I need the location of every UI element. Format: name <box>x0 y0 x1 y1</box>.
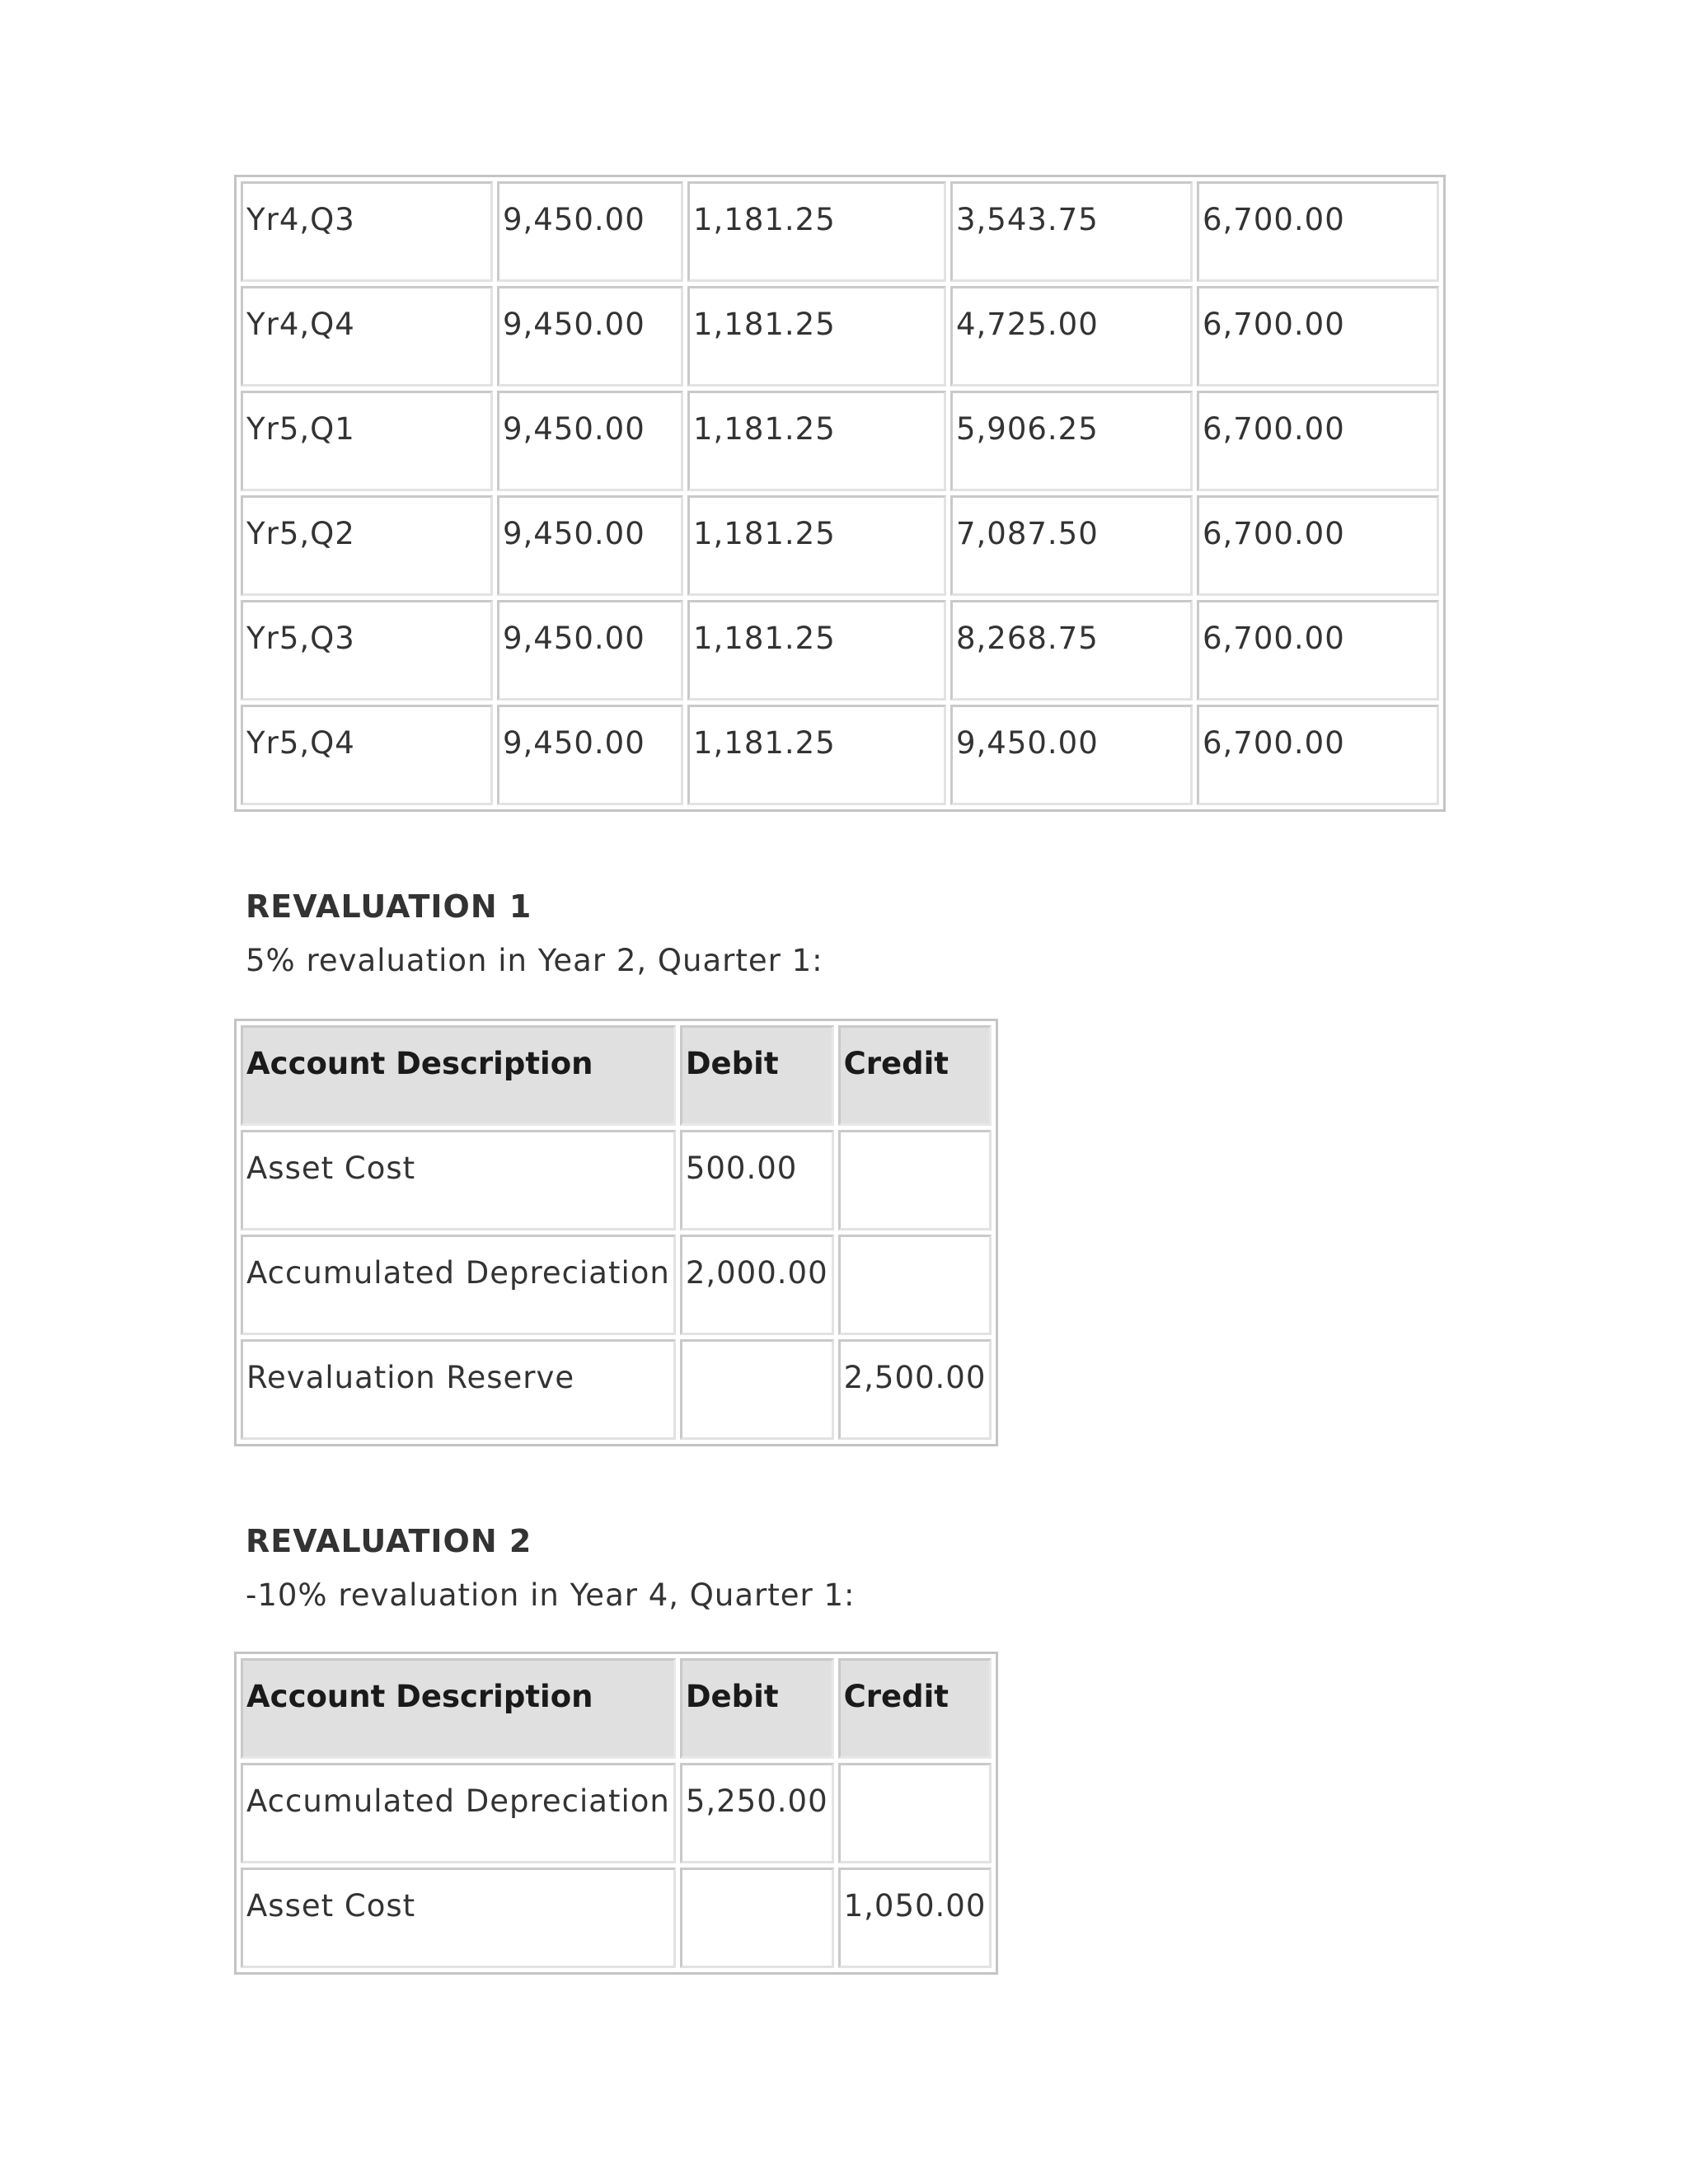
credit-cell <box>838 1763 992 1863</box>
period-cell: Yr5,Q2 <box>241 495 493 596</box>
revaluation-1-journal-table <box>234 1019 998 1446</box>
depreciation-cell: 1,181.25 <box>687 181 946 282</box>
debit-cell: 2,000.00 <box>680 1235 834 1335</box>
account-description-header: Account Description <box>241 1025 676 1126</box>
revaluation-1-description: 5% revaluation in Year 2, Quarter 1: <box>246 943 823 978</box>
reserve-cell: 6,700.00 <box>1197 286 1439 387</box>
debit-cell <box>680 1868 834 1968</box>
period-cell: Yr4,Q4 <box>241 286 493 387</box>
cost-cell: 9,450.00 <box>497 495 683 596</box>
account-description-header: Account Description <box>241 1658 676 1759</box>
debit-header: Debit <box>680 1658 834 1759</box>
period-cell: Yr5,Q3 <box>241 600 493 701</box>
credit-cell: 1,050.00 <box>838 1868 992 1968</box>
revaluation-1-title: REVALUATION 1 <box>246 888 532 925</box>
debit-header: Debit <box>680 1025 834 1126</box>
account-cell: Revaluation Reserve <box>241 1339 676 1440</box>
accumulated-depreciation-cell: 5,906.25 <box>950 391 1193 491</box>
period-cell: Yr5,Q4 <box>241 705 493 805</box>
depreciation-cell: 1,181.25 <box>687 391 946 491</box>
depreciation-cell: 1,181.25 <box>687 286 946 387</box>
table-row <box>241 705 1439 805</box>
accumulated-depreciation-cell: 3,543.75 <box>950 181 1193 282</box>
depreciation-cell: 1,181.25 <box>687 495 946 596</box>
cost-cell: 9,450.00 <box>497 181 683 282</box>
debit-cell: 500.00 <box>680 1130 834 1230</box>
credit-cell: 2,500.00 <box>838 1339 992 1440</box>
accumulated-depreciation-cell: 4,725.00 <box>950 286 1193 387</box>
depreciation-cell: 1,181.25 <box>687 600 946 701</box>
account-cell: Accumulated Depreciation <box>241 1763 676 1863</box>
table-row <box>241 1339 992 1440</box>
table-row <box>241 1235 992 1335</box>
account-cell: Asset Cost <box>241 1868 676 1968</box>
account-cell: Accumulated Depreciation <box>241 1235 676 1335</box>
credit-cell <box>838 1130 992 1230</box>
table-row <box>241 286 1439 387</box>
revaluation-2-title: REVALUATION 2 <box>246 1523 532 1559</box>
debit-cell <box>680 1339 834 1440</box>
table-row <box>241 495 1439 596</box>
table-row <box>241 600 1439 701</box>
accumulated-depreciation-cell: 9,450.00 <box>950 705 1193 805</box>
cost-cell: 9,450.00 <box>497 286 683 387</box>
accumulated-depreciation-cell: 7,087.50 <box>950 495 1193 596</box>
reserve-cell: 6,700.00 <box>1197 495 1439 596</box>
debit-cell: 5,250.00 <box>680 1763 834 1863</box>
table-row <box>241 1763 992 1863</box>
accumulated-depreciation-cell: 8,268.75 <box>950 600 1193 701</box>
account-cell: Asset Cost <box>241 1130 676 1230</box>
depreciation-schedule-table <box>234 175 1446 812</box>
reserve-cell: 6,700.00 <box>1197 391 1439 491</box>
period-cell: Yr4,Q3 <box>241 181 493 282</box>
revaluation-2-description: -10% revaluation in Year 4, Quarter 1: <box>246 1577 856 1613</box>
period-cell: Yr5,Q1 <box>241 391 493 491</box>
cost-cell: 9,450.00 <box>497 391 683 491</box>
table-header-row <box>241 1658 992 1759</box>
credit-header: Credit <box>838 1025 992 1126</box>
revaluation-2-journal-table <box>234 1652 998 1975</box>
table-row <box>241 391 1439 491</box>
depreciation-cell: 1,181.25 <box>687 705 946 805</box>
credit-header: Credit <box>838 1658 992 1759</box>
table-header-row <box>241 1025 992 1126</box>
cost-cell: 9,450.00 <box>497 705 683 805</box>
cost-cell: 9,450.00 <box>497 600 683 701</box>
table-row <box>241 181 1439 282</box>
table-row <box>241 1868 992 1968</box>
reserve-cell: 6,700.00 <box>1197 600 1439 701</box>
credit-cell <box>838 1235 992 1335</box>
reserve-cell: 6,700.00 <box>1197 705 1439 805</box>
table-row <box>241 1130 992 1230</box>
reserve-cell: 6,700.00 <box>1197 181 1439 282</box>
